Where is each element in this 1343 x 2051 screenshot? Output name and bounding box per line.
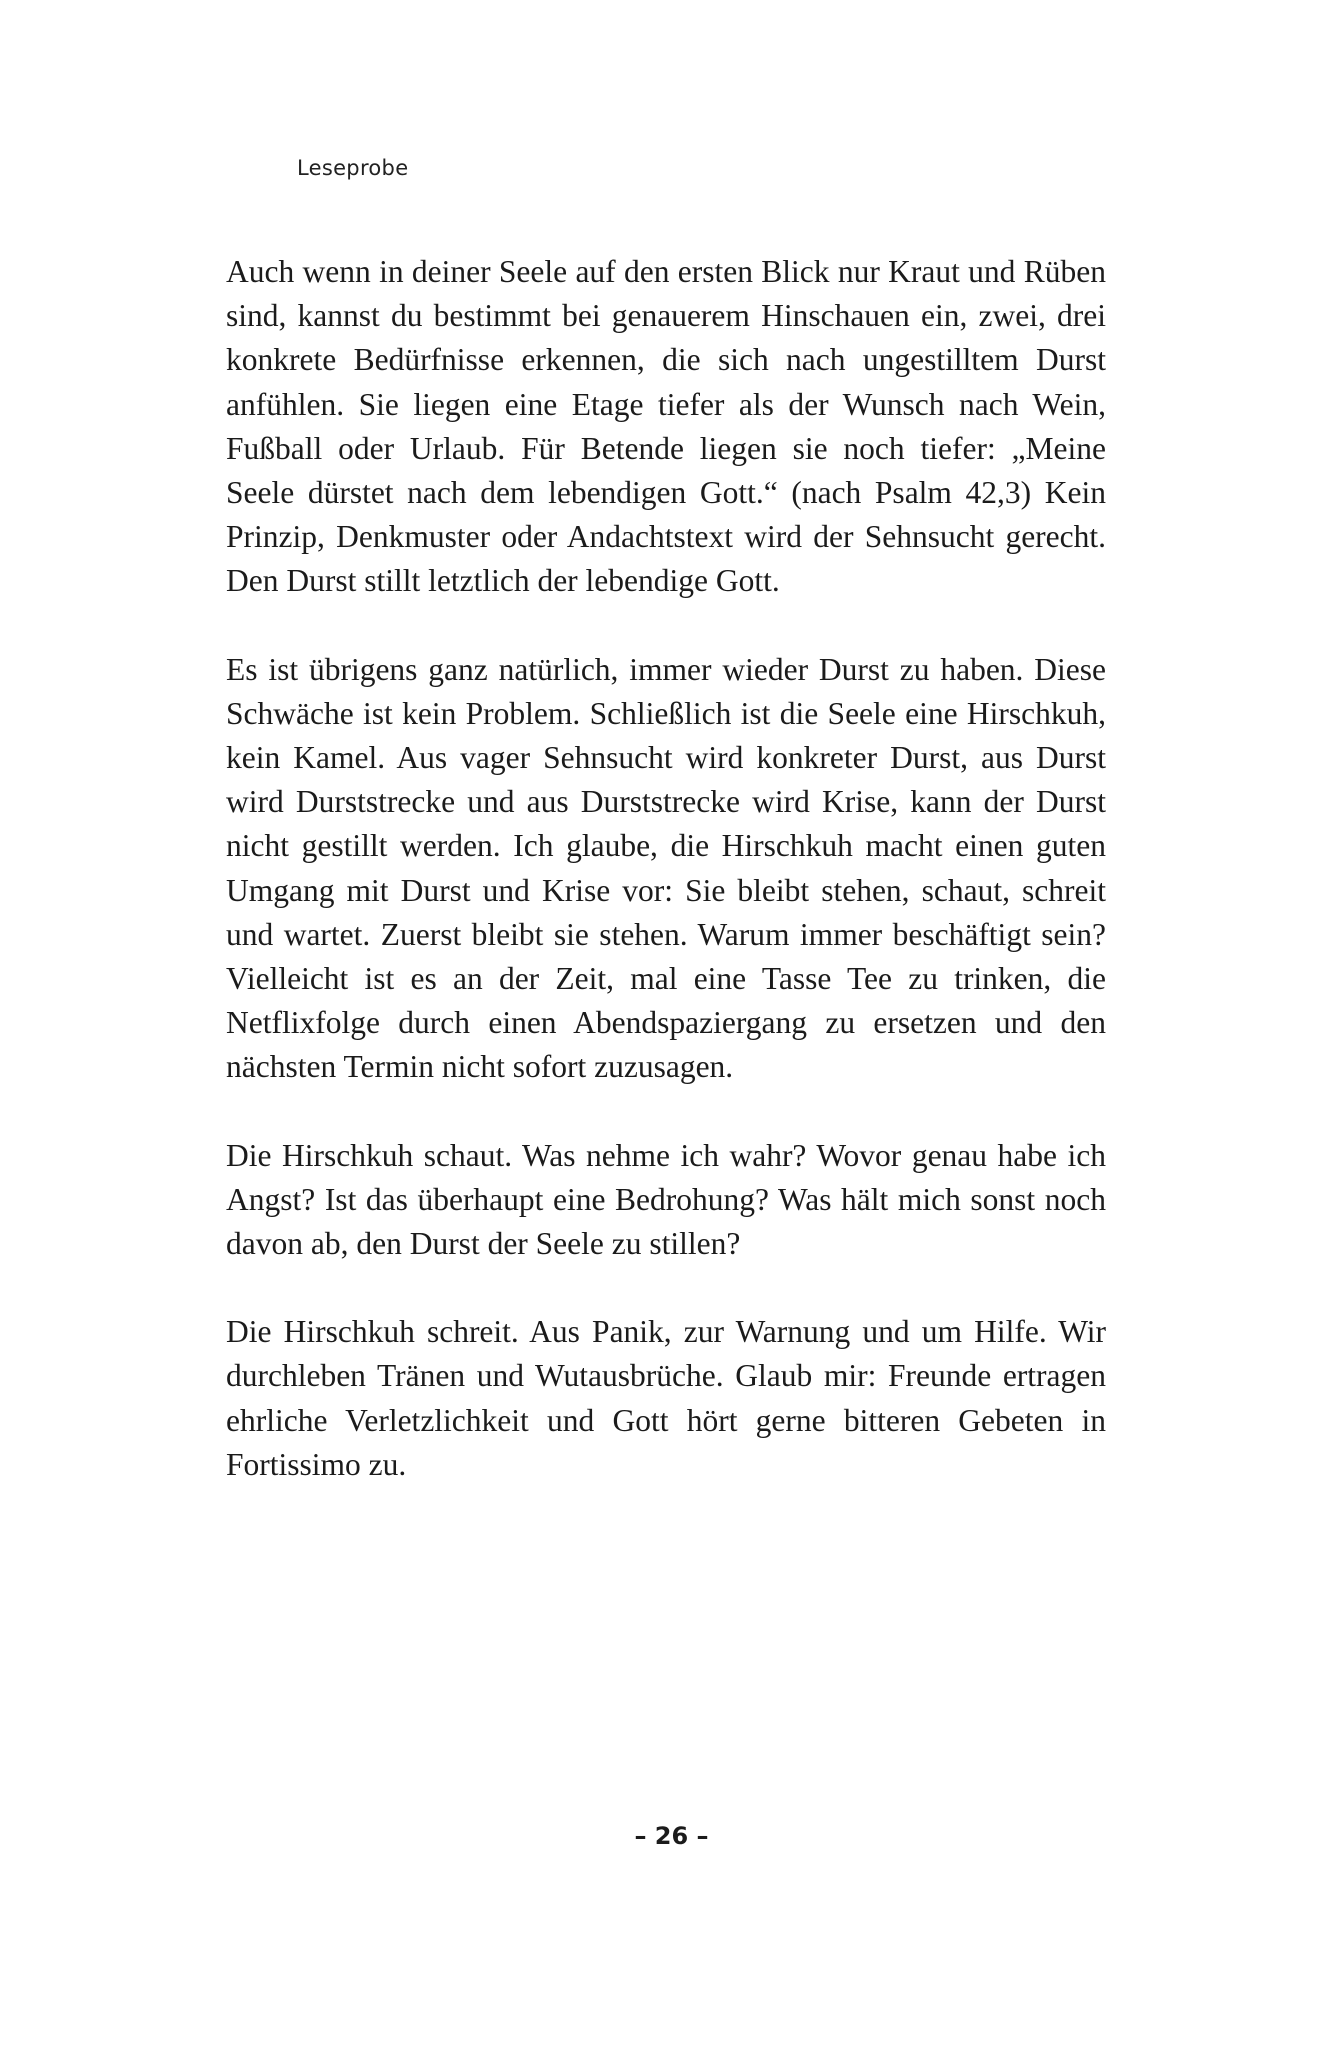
paragraph: Auch wenn in deiner Seele auf den ersten Blick nur Kraut und Rüben sind, kannst du bestimmt bei genauerem Hinschauen ein, zwei, drei konkrete Bedürfnisse erkennen, die sich nach ungestilltem Durst anfühlen. Sie liegen eine Etage tiefer als der Wunsch nach Wein, Fußball oder Urlaub. Für Betende liegen sie noch tiefer: „Meine Seele dürstet nach dem lebendigen Gott.“ (nach Psalm 42,3) Kein Prinzip, Denkmuster oder Andachtstext wird der Sehnsucht gerecht. Den Durst stillt letztlich der lebendige Gott. <box>226 254 1106 599</box>
paragraph: Es ist übrigens ganz natürlich, immer wieder Durst zu haben. Diese Schwäche ist kein Problem. Schließlich ist die Seele eine Hirschkuh, kein Kamel. Aus vager Sehnsucht wird konkreter Durst, aus Durst wird Durststrecke und aus Durststrecke wird Krise, kann der Durst nicht gestillt werden. Ich glaube, die Hirschkuh macht einen guten Umgang mit Durst und Krise vor: Sie bleibt stehen, schaut, schreit und wartet. Zuerst bleibt sie stehen. Warum immer beschäftigt sein? Vielleicht ist es an der Zeit, mal eine Tasse Tee zu trinken, die Netflixfolge durch einen Abendspaziergang zu ersetzen und den nächsten Termin nicht sofort zuzusagen. <box>226 651 1106 1085</box>
body-text <box>226 250 1106 1531</box>
paragraph: Die Hirschkuh schaut. Was nehme ich wahr? Wovor genau habe ich Angst? Ist das überhaupt eine Bedrohung? Was hält mich sonst noch davon ab, den Durst der Seele zu stillen? <box>226 1137 1106 1262</box>
running-header: Leseprobe <box>297 156 409 180</box>
page-number: – 26 – <box>634 1822 709 1850</box>
paragraph: Die Hirschkuh schreit. Aus Panik, zur Warnung und um Hilfe. Wir durchleben Tränen und Wutausbrüche. Glaub mir: Freunde ertragen ehrliche Verletzlichkeit und Gott hört gerne bitteren Gebeten in Fortissimo zu. <box>226 1314 1106 1482</box>
